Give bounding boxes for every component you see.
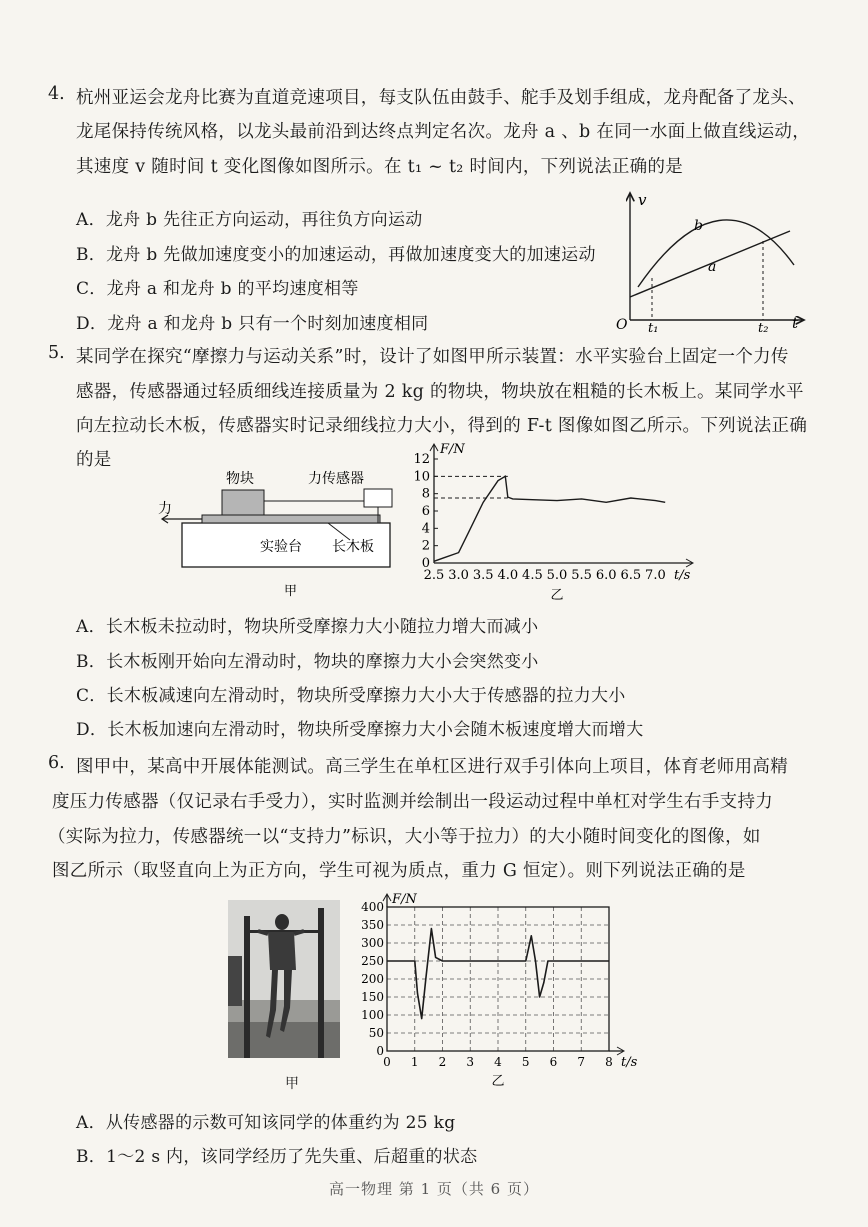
y-tick-label: 12 (413, 452, 430, 467)
q5-option-b: B．长木板刚开始向左滑动时，物块的摩擦力大小会突然变小 (76, 652, 539, 672)
y-tick-label: 300 (361, 936, 384, 950)
y-axis-label: F/N (392, 892, 417, 907)
y-tick-label: 150 (361, 990, 384, 1004)
sensor-label: 力传感器 (308, 471, 364, 487)
q6-text-line: 图甲中，某高中开展体能测试。高三学生在单杠区进行双手引体向上项目，体育老师用高精 (76, 757, 788, 777)
bar-post-left (244, 916, 250, 1058)
x-tick-label: 5.5 (571, 568, 592, 583)
q5-option-d: D．长木板加速向左滑动时，物块所受摩擦力大小会随木板速度增大而增大 (76, 720, 644, 740)
x-tick-label: 1 (410, 1055, 419, 1069)
x-tick-label: 7 (577, 1055, 586, 1069)
y-tick-label: 50 (368, 1026, 384, 1040)
q4-option-c: C．龙舟 a 和龙舟 b 的平均速度相等 (76, 279, 359, 299)
t-axis-label: t (792, 314, 799, 332)
q5-text-line: 的是 (76, 450, 112, 470)
q4-number: 4. (48, 84, 65, 104)
q6-text-line: 图乙所示（取竖直向上为正方向，学生可视为质点，重力 G 恒定）。则下列说法正确的是 (52, 861, 746, 881)
force-series-line (434, 476, 665, 561)
y-tick-label: 400 (361, 900, 384, 914)
q6-option-a: A．从传感器的示数可知该同学的体重约为 25 kg (76, 1113, 456, 1133)
q6-text-line: （实际为拉力，传感器统一以“支持力”标识，大小等于拉力）的大小随时间变化的图像，如 (48, 827, 761, 847)
photo-caption: 甲 (285, 1076, 299, 1092)
x-tick-label: 5 (521, 1055, 530, 1069)
x-tick-label: 4 (494, 1055, 502, 1069)
q6-text-line: 度压力传感器（仅记录右手受力），实时监测并绘制出一段运动过程中单杠对学生右手支持力 (52, 792, 774, 812)
x-axis-label: t/s (621, 1055, 638, 1070)
q4-option-a: A．龙舟 b 先往正方向运动，再往负方向运动 (76, 210, 423, 230)
long-board (202, 515, 380, 523)
x-axis-label: t/s (674, 568, 691, 583)
q4-option-d: D．龙舟 a 和龙舟 b 只有一个时刻加速度相同 (76, 314, 429, 334)
q4-text-line: 杭州亚运会龙舟比赛为直道竞速项目，每支队伍由鼓手、舵手及划手组成，龙舟配备了龙头、 (76, 88, 806, 108)
q4-vt-graph (612, 185, 812, 335)
x-tick-label: 4.5 (522, 568, 543, 583)
curve-b (638, 220, 794, 287)
y-tick-label: 200 (361, 972, 384, 986)
x-tick-label: 2 (438, 1055, 447, 1069)
q5-number: 5. (48, 343, 65, 363)
y-tick-label: 4 (421, 521, 430, 537)
y-tick-label: 2 (421, 538, 430, 554)
y-tick-label: 250 (361, 954, 384, 968)
x-tick-label: 6.0 (595, 568, 617, 583)
label-a: a (708, 259, 717, 275)
q5-apparatus-figure (150, 465, 410, 600)
y-tick-label: 0 (421, 556, 430, 571)
block-label: 物块 (226, 471, 254, 487)
label-b: b (694, 218, 703, 234)
x-tick-label: 3.5 (472, 568, 494, 583)
chart-caption: 乙 (491, 1074, 505, 1087)
q5-option-c: C．长木板减速向左滑动时，物块所受摩擦力大小大于传感器的拉力大小 (76, 686, 626, 706)
force-sensor (364, 489, 392, 507)
x-tick-label: 3 (466, 1055, 475, 1069)
y-tick-label: 0 (376, 1044, 384, 1058)
pull-up-photo (228, 900, 340, 1060)
y-tick-label: 6 (421, 504, 430, 519)
x-tick-label: 0 (383, 1055, 391, 1069)
y-tick-label: 100 (361, 1008, 384, 1022)
x-tick-label: 6 (549, 1055, 558, 1069)
t2-label: t₂ (758, 321, 769, 335)
block (222, 490, 264, 515)
q6-number: 6. (48, 753, 65, 773)
q5-ft-chart (412, 437, 702, 602)
y-axis-label: F/N (440, 442, 465, 457)
q5-text-line: 感器，传感器通过轻质细线连接质量为 2 kg 的物块，物块放在粗糙的长木板上。某同学水平 (76, 382, 804, 402)
table-label: 实验台 (260, 539, 302, 555)
origin-label: O (616, 317, 628, 333)
x-tick-label: 4.0 (497, 568, 519, 583)
chart-caption: 乙 (550, 588, 564, 602)
v-axis-label: v (638, 191, 647, 209)
y-tick-label: 8 (421, 486, 430, 502)
x-tick-label: 2.5 (423, 568, 445, 583)
q4-text-line: 其速度 v 随时间 t 变化图像如图所示。在 t₁ ~ t₂ 时间内，下列说法正确的是 (76, 157, 684, 177)
board-label: 长木板 (332, 539, 374, 555)
q6-ft-chart (355, 887, 655, 1087)
force-label: 力 (158, 501, 172, 517)
x-tick-label: 8 (605, 1055, 613, 1069)
y-tick-label: 350 (361, 918, 384, 932)
q5-option-a: A．长木板未拉动时，物块所受摩擦力大小随拉力增大而减小 (76, 617, 539, 637)
x-tick-label: 6.5 (620, 568, 642, 583)
page-footer: 高一物理 第 1 页（共 6 页） (329, 1180, 539, 1198)
q4-option-b: B．龙舟 b 先做加速度变小的加速运动，再做加速度变大的加速运动 (76, 245, 596, 265)
x-tick-label: 3.0 (448, 568, 469, 583)
apparatus-caption: 甲 (284, 584, 298, 599)
q5-text-line: 向左拉动长木板，传感器实时记录细线拉力大小，得到的 F-t 图像如图乙所示。下列说法正确 (76, 416, 808, 436)
y-tick-label: 10 (413, 469, 430, 485)
x-tick-label: 5.0 (546, 568, 568, 583)
t1-label: t₁ (648, 321, 659, 335)
q6-option-b: B．1～2 s 内，该同学经历了先失重、后超重的状态 (76, 1147, 478, 1167)
q5-text-line: 某同学在探究“摩擦力与运动关系”时，设计了如图甲所示装置：水平实验台上固定一个力传 (76, 347, 789, 367)
q4-text-line: 龙尾保持传统风格，以龙头最前沿到达终点判定名次。龙舟 a 、b 在同一水面上做直线运动， (76, 122, 811, 142)
x-tick-label: 7.0 (645, 568, 666, 583)
